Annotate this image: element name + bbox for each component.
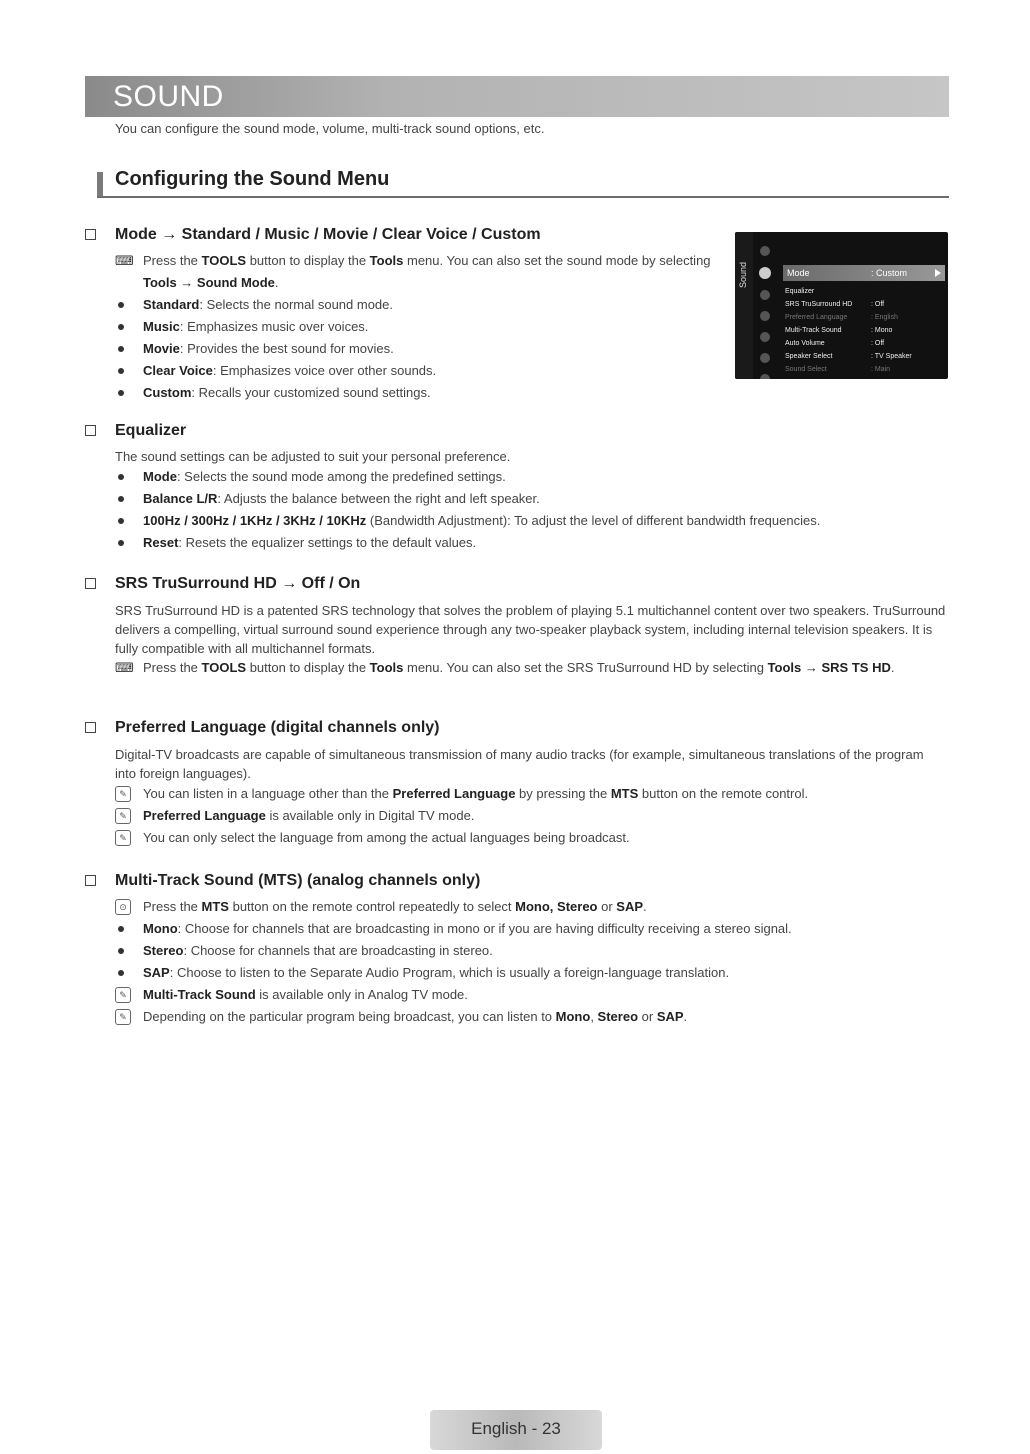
mts-title: Multi-Track Sound (MTS) (analog channels only) bbox=[115, 872, 481, 889]
list-item: Mono: Choose for channels that are broadcasting in mono or if you are having difficulty receiving a stereo signal. bbox=[85, 918, 947, 940]
list-item: Music: Emphasizes music over voices. bbox=[85, 316, 725, 338]
bullet-icon bbox=[118, 368, 124, 374]
note-item: ✎ You can listen in a language other than the Preferred Language by pressing the MTS button on the remote control. bbox=[85, 783, 947, 805]
list-item: Clear Voice: Emphasizes voice over other sounds. bbox=[85, 360, 725, 382]
menu-sidebar bbox=[735, 232, 753, 379]
heading-marker bbox=[97, 172, 103, 198]
checkbox-icon bbox=[85, 229, 96, 240]
note-item: ✎ Depending on the particular program being broadcast, you can listen to Mono, Stereo or SAP. bbox=[85, 1006, 947, 1028]
note-icon: ✎ bbox=[115, 1009, 131, 1025]
arrow-right-icon bbox=[935, 269, 941, 277]
checkbox-icon bbox=[85, 722, 96, 733]
list-item: Movie: Provides the best sound for movies. bbox=[85, 338, 725, 360]
application-icon bbox=[760, 353, 770, 363]
bullet-icon bbox=[118, 970, 124, 976]
page-title: SOUND bbox=[113, 80, 224, 113]
note-icon: ✎ bbox=[115, 786, 131, 802]
tv-sound-menu-screenshot bbox=[735, 232, 948, 379]
bullet-icon bbox=[118, 496, 124, 502]
bullet-icon bbox=[118, 324, 124, 330]
bullet-icon bbox=[118, 518, 124, 524]
heading-divider bbox=[97, 196, 949, 198]
bullet-icon bbox=[118, 474, 124, 480]
list-item: Custom: Recalls your customized sound settings. bbox=[85, 382, 725, 404]
checkbox-icon bbox=[85, 578, 96, 589]
tools-note: ⌨ Press the TOOLS button to display the Tools menu. You can also set the sound mode by selecting Tools → Sound Mode. bbox=[85, 250, 725, 294]
mode-title: Mode → Standard / Music / Movie / Clear Voice / Custom bbox=[115, 226, 541, 243]
note-item: ✎ You can only select the language from among the actual languages being broadcast. bbox=[85, 827, 947, 849]
list-item: SAP: Choose to listen to the Separate Audio Program, which is usually a foreign-language translation. bbox=[85, 962, 947, 984]
list-item: Reset: Resets the equalizer settings to the default values. bbox=[85, 532, 945, 554]
menu-row: Equalizer bbox=[785, 288, 815, 295]
tools-icon: ⌨ bbox=[115, 253, 134, 268]
preferred-language-section bbox=[85, 719, 947, 849]
channel-icon bbox=[760, 290, 770, 300]
menu-row: SRS TruSurround HD : Off bbox=[785, 301, 885, 308]
note-icon: ✎ bbox=[115, 808, 131, 824]
menu-row: Speaker Select : TV Speaker bbox=[785, 353, 912, 360]
preferred-body: Digital-TV broadcasts are capable of simultaneous transmission of many audio tracks (for example, simultaneous translations of the program into foreign languages). bbox=[115, 747, 924, 781]
page-number: English - 23 bbox=[471, 1419, 561, 1438]
mts-section bbox=[85, 872, 947, 1028]
bullet-icon bbox=[118, 390, 124, 396]
support-icon bbox=[760, 374, 770, 379]
list-item: 100Hz / 300Hz / 1KHz / 3KHz / 10KHz (Bandwidth Adjustment): To adjust the level of different bandwidth frequencies. bbox=[85, 510, 945, 532]
setup-icon bbox=[760, 311, 770, 321]
srs-body: SRS TruSurround HD is a patented SRS technology that solves the problem of playing 5.1 multichannel content over two speakers. TruSurround delivers a compelling, virtual surround sound experience through any two-speaker playback system, including internal television speakers. It is fully compatible with all multichannel formats. bbox=[115, 603, 946, 656]
menu-icons bbox=[757, 246, 773, 379]
checkbox-icon bbox=[85, 875, 96, 886]
note-item: ✎ Multi-Track Sound is available only in Analog TV mode. bbox=[85, 984, 947, 1006]
bullet-icon bbox=[118, 948, 124, 954]
bullet-icon bbox=[118, 540, 124, 546]
picture-icon bbox=[760, 246, 770, 256]
preferred-title: Preferred Language (digital channels only) bbox=[115, 719, 440, 736]
bullet-icon bbox=[118, 346, 124, 352]
checkbox-icon bbox=[85, 425, 96, 436]
srs-section bbox=[85, 575, 947, 678]
equalizer-title: Equalizer bbox=[115, 422, 187, 439]
equalizer-section bbox=[85, 422, 945, 554]
menu-row: Preferred Language : English bbox=[785, 314, 898, 321]
list-item: Standard: Selects the normal sound mode. bbox=[85, 294, 725, 316]
input-icon bbox=[760, 332, 770, 342]
menu-highlight-row: Mode : Custom bbox=[783, 265, 945, 281]
menu-row: Multi-Track Sound : Mono bbox=[785, 327, 893, 334]
tools-note: ⌨ Press the TOOLS button to display the Tools menu. You can also set the SRS TruSurround HD by selecting Tools → SRS TS HD. bbox=[85, 658, 947, 678]
note-item: ✎ Preferred Language is available only in Digital TV mode. bbox=[85, 805, 947, 827]
mode-section bbox=[85, 226, 725, 404]
sound-icon bbox=[759, 267, 771, 279]
list-item: Stereo: Choose for channels that are broadcasting in stereo. bbox=[85, 940, 947, 962]
menu-row: Sound Select : Main bbox=[785, 366, 891, 373]
intro-text: You can configure the sound mode, volume, multi-track sound options, etc. bbox=[115, 121, 545, 136]
menu-side-label: Sound bbox=[738, 262, 748, 289]
section-heading: Configuring the Sound Menu bbox=[115, 168, 390, 190]
bullet-icon bbox=[118, 302, 124, 308]
list-item: Balance L/R: Adjusts the balance between the right and left speaker. bbox=[85, 488, 945, 510]
note-icon: ✎ bbox=[115, 830, 131, 846]
equalizer-intro: The sound settings can be adjusted to suit your personal preference. bbox=[115, 449, 511, 464]
list-item: Mode: Selects the sound mode among the predefined settings. bbox=[85, 466, 945, 488]
press-note: ⊙ Press the MTS button on the remote control repeatedly to select Mono, Stereo or SAP. bbox=[85, 896, 947, 918]
remote-button-icon: ⊙ bbox=[115, 899, 131, 915]
srs-title: SRS TruSurround HD → Off / On bbox=[115, 575, 361, 592]
bullet-icon bbox=[118, 926, 124, 932]
tools-icon: ⌨ bbox=[115, 660, 134, 675]
note-icon: ✎ bbox=[115, 987, 131, 1003]
page-number-badge bbox=[430, 1410, 602, 1450]
menu-row: Auto Volume : Off bbox=[785, 340, 885, 347]
section-banner bbox=[85, 76, 949, 117]
